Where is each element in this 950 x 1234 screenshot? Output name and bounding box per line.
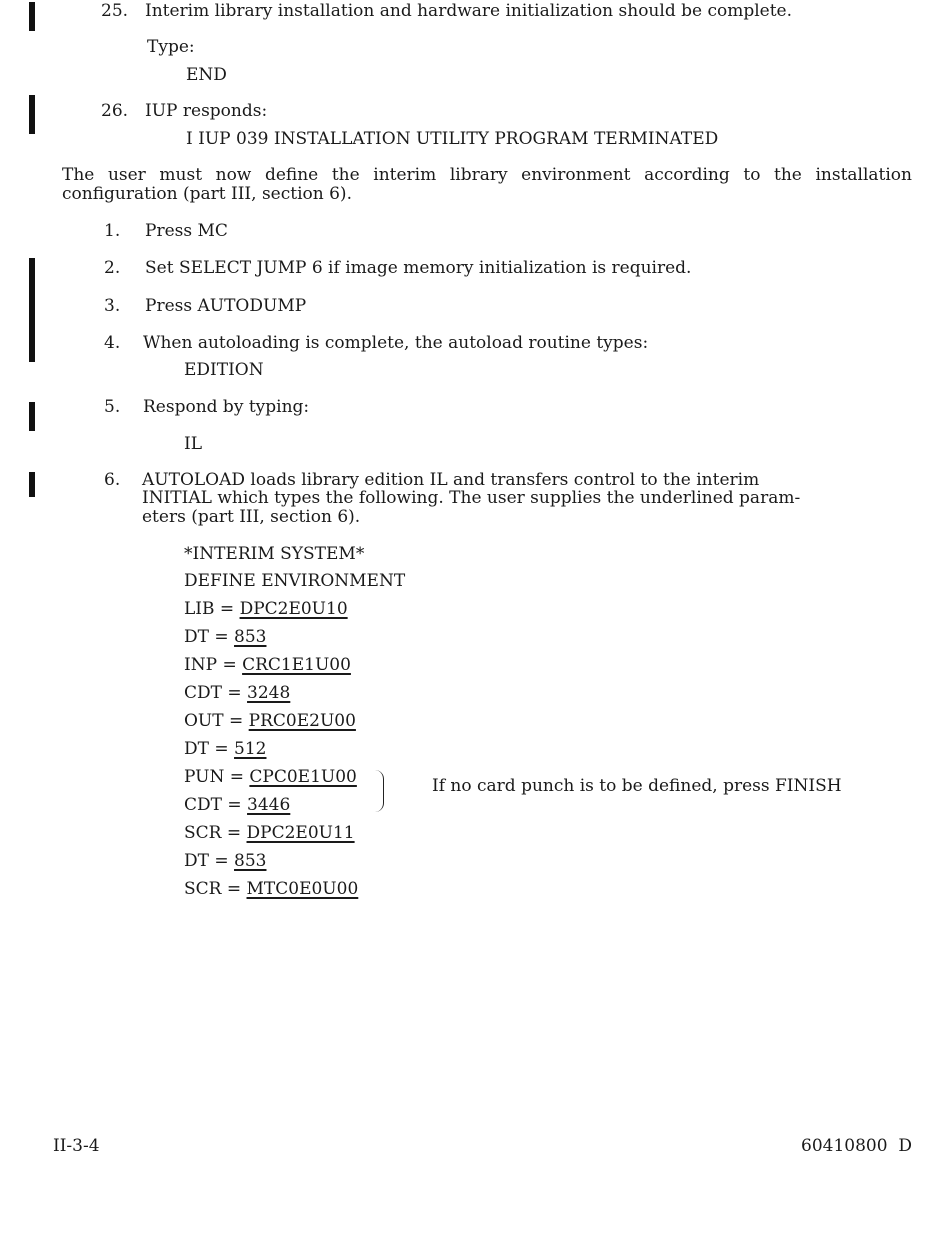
param-equals: =	[214, 627, 229, 647]
step-number: 1.	[104, 221, 121, 241]
step-number: 6.	[104, 470, 121, 490]
param-line	[184, 713, 356, 730]
param-equals: =	[227, 795, 242, 815]
param-equals: =	[227, 683, 242, 703]
step-number: 25.	[101, 1, 129, 21]
param-line	[184, 853, 266, 870]
step-number: 5.	[104, 397, 121, 417]
step-text: Interim library installation and hardware initialization should be complete.	[145, 1, 793, 21]
change-bar	[29, 472, 35, 497]
param-line	[184, 601, 348, 618]
param-key: DT	[184, 851, 209, 871]
param-equals: =	[214, 851, 229, 871]
step-text: INITIAL which types the following. The user supplies the underlined param-	[142, 488, 801, 508]
type-value: END	[186, 65, 227, 85]
change-bar	[29, 2, 35, 31]
param-equals: =	[229, 711, 244, 731]
intro-paragraph-line: configuration (part III, section 6).	[62, 184, 352, 204]
param-line	[184, 629, 266, 646]
param-equals: =	[229, 767, 244, 787]
param-value: CRC1E1U00	[242, 655, 351, 675]
param-equals: =	[219, 599, 235, 619]
param-key: OUT	[184, 711, 224, 731]
param-key: DT	[184, 627, 209, 647]
param-value: 3248	[247, 683, 291, 703]
param-key: DT	[184, 739, 209, 759]
param-value: CPC0E1U00	[249, 767, 357, 787]
param-value: DPC2E0U11	[246, 823, 355, 843]
param-key: PUN	[184, 767, 225, 787]
param-equals: =	[226, 823, 242, 843]
param-line	[184, 769, 357, 786]
param-value: 512	[234, 739, 267, 759]
param-equals: =	[214, 739, 229, 759]
param-line	[184, 881, 358, 898]
param-line	[184, 685, 290, 702]
document-number: 60410800 D	[801, 1136, 912, 1156]
dialog-subtitle: DEFINE ENVIRONMENT	[184, 571, 406, 591]
step-text: eters (part III, section 6).	[142, 507, 361, 527]
system-response: I IUP 039 INSTALLATION UTILITY PROGRAM TERMINATED	[186, 129, 719, 149]
step-number: 26.	[101, 101, 129, 121]
param-value: PRC0E2U00	[248, 711, 356, 731]
param-value: DPC2E0U10	[239, 599, 348, 619]
step-sub-value: EDITION	[184, 360, 264, 380]
step-text: AUTOLOAD loads library edition IL and transfers control to the interim	[142, 470, 760, 490]
change-bar	[29, 95, 35, 134]
param-value: MTC0E0U00	[246, 879, 359, 899]
page-number: II-3-4	[53, 1136, 100, 1156]
param-key: CDT	[184, 683, 222, 703]
param-line	[184, 825, 355, 842]
step-text: When autoloading is complete, the autoload routine types:	[143, 333, 649, 353]
change-bar	[29, 402, 35, 431]
change-bar	[29, 258, 35, 362]
param-equals: =	[222, 655, 237, 675]
param-equals: =	[226, 879, 242, 899]
type-label: Type:	[147, 37, 195, 57]
param-key: INP	[184, 655, 218, 675]
param-line	[184, 741, 266, 758]
param-value: 853	[234, 851, 267, 871]
step-text: IUP responds:	[145, 101, 268, 121]
punch-note: If no card punch is to be defined, press FINISH	[432, 776, 842, 796]
param-value: 853	[234, 627, 267, 647]
step-sub-value: IL	[184, 434, 203, 454]
intro-paragraph-line: The user must now define the interim library environment according to the installation	[62, 167, 912, 185]
param-value: 3446	[247, 795, 291, 815]
param-key: SCR	[184, 879, 222, 899]
step-text: Set SELECT JUMP 6 if image memory initialization is required.	[145, 258, 692, 278]
step-text: Press AUTODUMP	[145, 296, 307, 316]
param-line	[184, 797, 290, 814]
param-key: LIB	[184, 599, 215, 619]
step-text: Press MC	[145, 221, 228, 241]
step-number: 3.	[104, 296, 121, 316]
dialog-title: *INTERIM SYSTEM*	[184, 544, 365, 564]
param-line	[184, 657, 351, 674]
right-brace	[375, 770, 384, 812]
param-key: CDT	[184, 795, 222, 815]
step-number: 4.	[104, 333, 121, 353]
step-number: 2.	[104, 258, 121, 278]
step-text: Respond by typing:	[143, 397, 310, 417]
param-key: SCR	[184, 823, 222, 843]
